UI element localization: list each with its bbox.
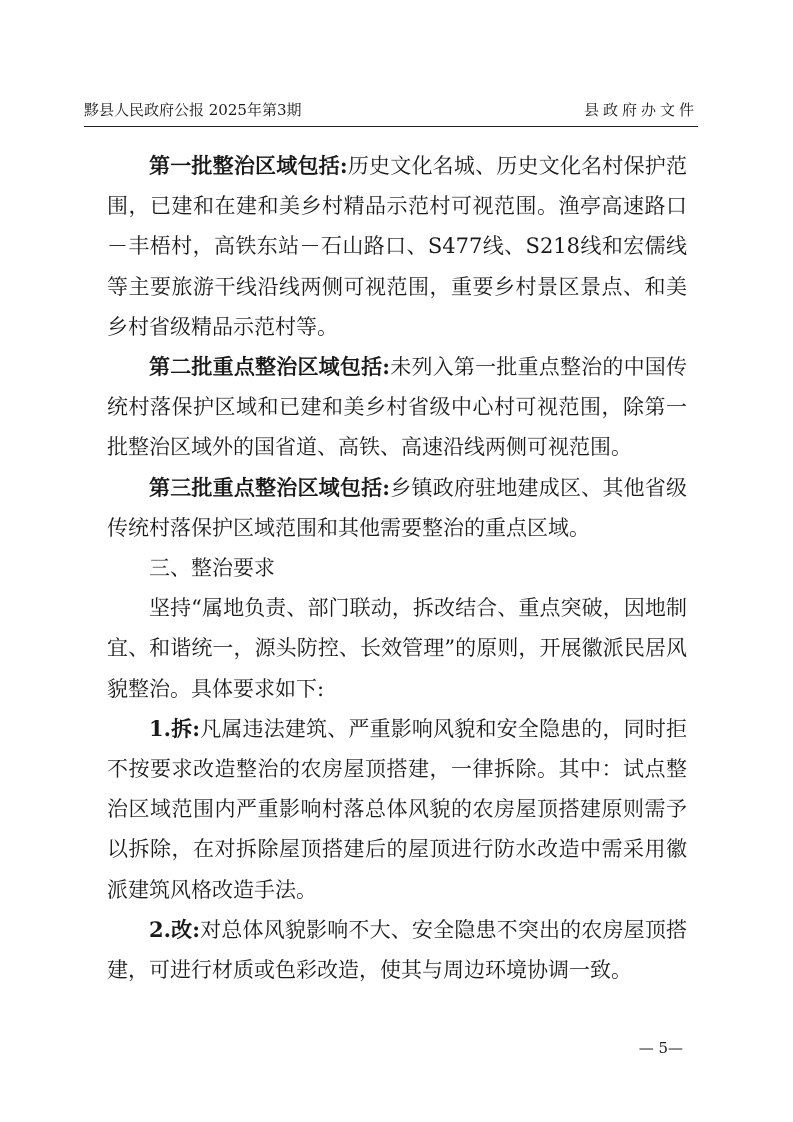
paragraph-text: 乡镇政府驻地建成区、其他省级传统村落保护区域范围和其他需要整治的重点区域。 (107, 475, 687, 540)
paragraph-principles (107, 588, 687, 709)
paragraph-renovate (107, 910, 687, 990)
section-heading: 三、整治要求 (149, 556, 275, 581)
paragraph-text: 凡属违法建筑、严重影响风貌和安全隐患的，同时拒不按要求改造整治的农房屋顶搭建，一律拆除。其中：试点整治区域范围内严重影响村落总体风貌的农房屋顶搭建原则需予以拆除，在对拆除屋顶搭建后的屋顶进行防水改造中需采用徽派建筑风格改造手法。 (107, 716, 687, 902)
paragraph-lead: 1.拆: (149, 715, 201, 741)
section-label: 县政府办文件 (583, 101, 698, 119)
document-body (107, 146, 687, 990)
publication-title: 黟县人民政府公报 2025年第3期 (84, 101, 302, 119)
page-header (84, 98, 698, 122)
paragraph-text: 历史文化名城、历史文化名村保护范围，已建和在建和美乡村精品示范村可视范围。渔亭高速路口－丰梧村，高铁东站－石山路口、S477线、S218线和宏儒线等主要旅游干线沿线两侧可视范围，重要乡村景区景点、和美乡村省级精品示范村等。 (107, 154, 687, 339)
page-number: — 5— (638, 1039, 683, 1057)
paragraph-first-batch (107, 146, 687, 347)
paragraph-lead: 第一批整治区域包括: (149, 153, 348, 178)
paragraph-lead: 第三批重点整治区域包括: (149, 474, 391, 500)
paragraph-text: 对总体风貌影响不大、安全隐患不突出的农房屋顶搭建，可进行材质或色彩改造，使其与周边环境协调一致。 (107, 917, 687, 983)
paragraph-lead: 2.改: (149, 916, 201, 942)
paragraph-second-batch (107, 347, 687, 468)
paragraph-lead: 第二批重点整治区域包括: (149, 354, 391, 380)
paragraph-text: 未列入第一批重点整治的中国传统村落保护区域和已建和美乡村省级中心村可视范围，除第一批整治区域外的国省道、高铁、高速沿线两侧可视范围。 (107, 355, 687, 460)
paragraph-text: 坚持“属地负责、部门联动，拆改结合、重点突破，因地制宜、和谐统一，源头防控、长效管理”的原则，开展徽派民居风貌整治。具体要求如下: (107, 596, 687, 701)
header-divider (84, 126, 698, 127)
paragraph-third-batch (107, 468, 687, 548)
paragraph-demolish (107, 709, 687, 910)
